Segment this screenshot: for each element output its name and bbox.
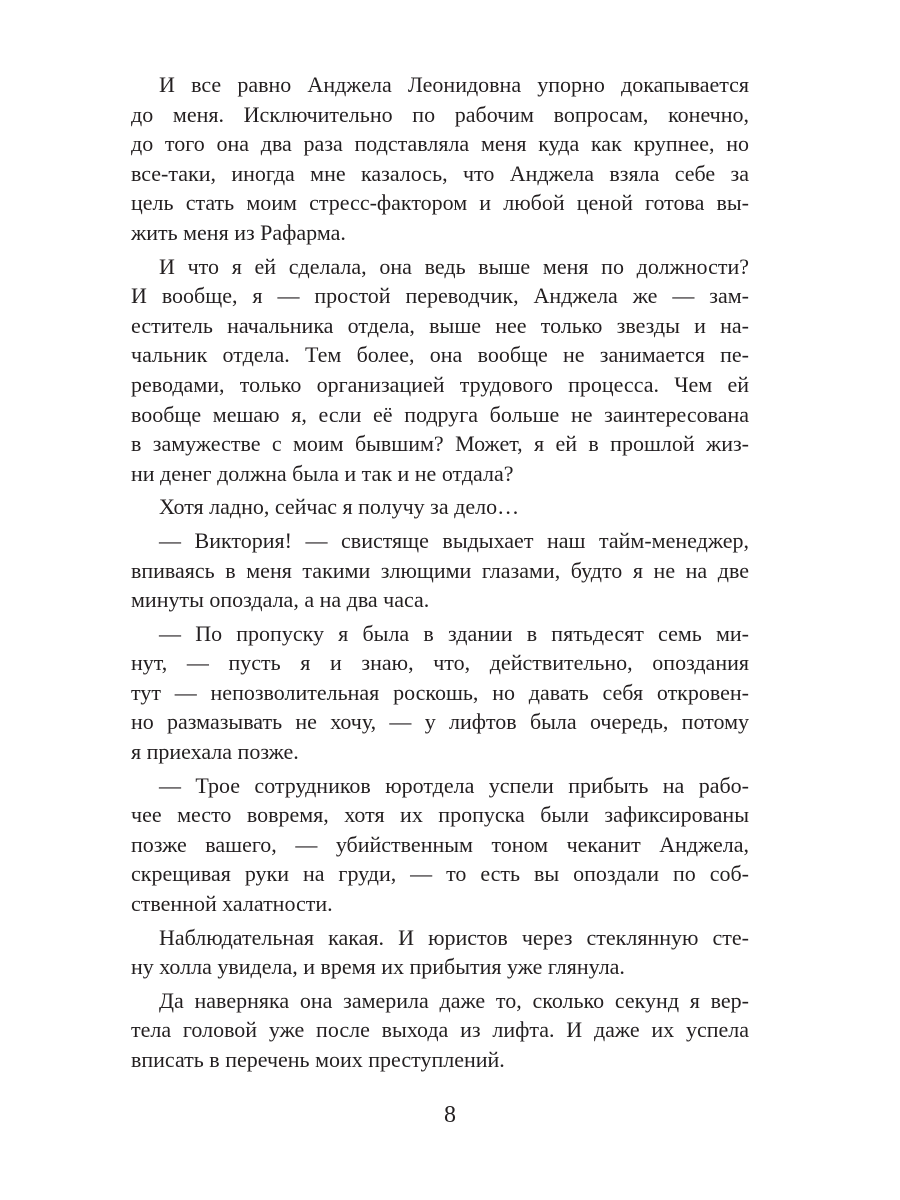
text-line: до меня. Исключительно по рабочим вопросам, конечно, <box>131 101 749 127</box>
text-line: И все равно Анджела Леонидовна упорно докапывается <box>159 72 749 97</box>
page-number: 8 <box>444 1102 456 1128</box>
text-line: вписать в перечень моих преступлений. <box>131 1047 505 1072</box>
text-line: нут, — пусть я и знаю, что, действительно, опоздания <box>131 650 749 676</box>
text-line: ни денег должна была и так и не отдала? <box>131 460 514 486</box>
text-line: еститель начальника отдела, выше нее только звезды и на- <box>131 312 749 338</box>
text-line: И что я ей сделала, она ведь выше меня по должности? <box>159 253 749 279</box>
paragraph <box>131 771 749 919</box>
text-line: Хотя ладно, сейчас я получу за дело… <box>159 494 520 520</box>
text-line: Да наверняка она замерила даже то, сколько секунд я вер- <box>159 987 749 1013</box>
text-line: скрещивая руки на груди, — то есть вы опоздали по соб- <box>131 861 749 887</box>
text-line: впиваясь в меня такими злющими глазами, будто я не на две <box>131 557 749 583</box>
text-line: я приехала позже. <box>131 739 299 765</box>
text-line: — По пропуску я была в здании в пятьдесят семь ми- <box>159 620 749 646</box>
text-line: цель стать моим стресс-фактором и любой ценой готова вы- <box>131 190 749 216</box>
text-line: чее место вовремя, хотя их пропуска были зафиксированы <box>131 802 749 828</box>
text-line: ственной халатности. <box>131 891 333 917</box>
text-line: все-таки, иногда мне казалось, что Анджела взяла себе за <box>131 160 749 186</box>
text-line: до того она два раза подставляла меня куда как крупнее, но <box>131 131 749 157</box>
paragraph <box>131 619 749 767</box>
text-line: тут — непозволительная роскошь, но давать себя откровен- <box>131 679 749 705</box>
paragraph <box>131 252 749 489</box>
text-line: тела головой уже после выхода из лифта. И даже их успела <box>131 1017 749 1043</box>
text-line: но размазывать не хочу, — у лифтов была очередь, потому <box>131 709 749 735</box>
text-line: Наблюдательная какая. И юристов через стеклянную сте- <box>159 924 749 950</box>
paragraph <box>131 923 749 982</box>
paragraph <box>131 492 749 522</box>
text-line: ну холла увидела, и время их прибытия уже глянула. <box>131 954 625 980</box>
paragraph <box>131 986 749 1075</box>
text-line: И вообще, я — простой переводчик, Анджела же — зам- <box>131 283 749 309</box>
text-line: реводами, только организацией трудового процесса. Чем ей <box>131 371 749 397</box>
paragraph <box>131 526 749 615</box>
page-body-text <box>131 70 749 1075</box>
text-line: — Виктория! — свистяще выдыхает наш тайм-менеджер, <box>159 527 749 553</box>
text-line: — Трое сотрудников юротдела успели прибыть на рабо- <box>159 772 749 798</box>
text-line: минуты опоздала, а на два часа. <box>131 587 430 613</box>
text-line: в замужестве с моим бывшим? Может, я ей в прошлой жиз- <box>131 431 749 457</box>
text-line: позже вашего, — убийственным тоном чеканит Анджела, <box>131 831 749 857</box>
text-line: жить меня из Рафарма. <box>131 219 346 245</box>
text-line: вообще мешаю я, если её подруга больше не заинтересована <box>131 401 749 427</box>
text-line: чальник отдела. Тем более, она вообще не занимается пе- <box>131 342 749 368</box>
paragraph <box>131 70 749 248</box>
